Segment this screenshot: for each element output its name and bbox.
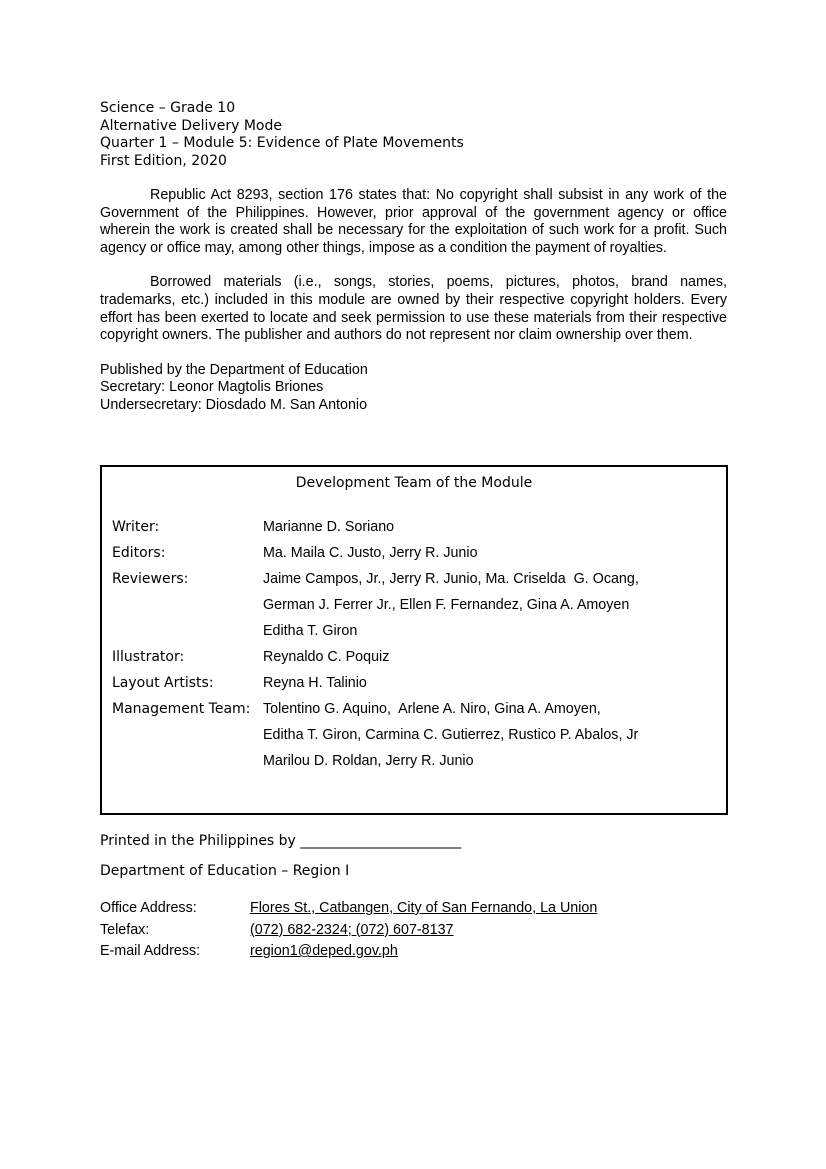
delivery-mode: Alternative Delivery Mode xyxy=(100,117,282,134)
team-role: Layout Artists: xyxy=(112,675,214,691)
telefax-label: Telefax: xyxy=(100,921,150,938)
published-by: Published by the Department of Education xyxy=(100,361,368,378)
subject-grade: Science – Grade 10 xyxy=(100,100,236,116)
office-address-label: Office Address: xyxy=(100,900,197,916)
team-names: Marianne D. Soriano xyxy=(263,519,395,535)
team-row xyxy=(112,618,712,644)
development-team-list xyxy=(112,514,712,774)
borrowed-materials-paragraph: Borrowed materials (i.e., songs, stories, poems, pictures, photos, brand names, trademarks, etc.) included in this module are owned by their respective copyright holders. Every effort has been exerted to locate and seek permission to use these materials from their respective copyright owners. The publisher and authors do not represent nor claim ownership over them. xyxy=(100,274,727,344)
deped-region: Department of Education – Region I xyxy=(100,863,350,879)
edition: First Edition, 2020 xyxy=(100,152,227,169)
email-link[interactable]: region1@deped.gov.ph xyxy=(250,943,398,959)
team-row xyxy=(112,644,712,670)
team-names: Ma. Maila C. Justo, Jerry R. Junio xyxy=(263,545,478,561)
team-role: Management Team: xyxy=(112,701,251,717)
team-row xyxy=(112,540,712,566)
team-role: Reviewers: xyxy=(112,571,189,587)
email-label: E-mail Address: xyxy=(100,943,201,959)
team-names: Jaime Campos, Jr., Jerry R. Junio, Ma. Criselda G. Ocang, xyxy=(263,571,639,587)
team-row xyxy=(112,670,712,696)
development-team-box xyxy=(100,465,728,815)
office-address-row xyxy=(100,898,597,920)
copyright-page xyxy=(100,100,727,415)
team-row xyxy=(112,566,712,592)
team-names: Editha T. Giron, Carmina C. Gutierrez, Rustico P. Abalos, Jr xyxy=(263,727,639,743)
team-names: Tolentino G. Aquino, Arlene A. Niro, Gina A. Amoyen, xyxy=(263,701,601,717)
team-row xyxy=(112,696,712,722)
secretary: Secretary: Leonor Magtolis Briones xyxy=(100,379,324,396)
module-header xyxy=(100,100,727,170)
telefax-row xyxy=(100,920,597,942)
team-names: Editha T. Giron xyxy=(263,623,358,639)
office-address-value[interactable]: Flores St., Catbangen, City of San Fernando, La Union xyxy=(250,900,598,916)
team-row xyxy=(112,592,712,618)
development-team-title: Development Team of the Module xyxy=(295,475,533,491)
telefax-value[interactable]: (072) 682-2324; (072) 607-8137 xyxy=(250,921,454,938)
printed-in-line: Printed in the Philippines by _______________________ xyxy=(100,833,462,849)
team-row xyxy=(112,514,712,540)
copyright-notice-paragraph: Republic Act 8293, section 176 states that: No copyright shall subsist in any work of the Government of the Philippines. However, prior approval of the government agency or office wherein the work is created shall be necessary for the exploitation of such work for a profit. Such agency or office may, among other things, impose as a condition the payment of royalties. xyxy=(100,187,727,256)
team-role: Writer: xyxy=(112,519,160,535)
team-names: German J. Ferrer Jr., Ellen F. Fernandez, Gina A. Amoyen xyxy=(263,597,630,613)
team-row xyxy=(112,722,712,748)
team-role: Editors: xyxy=(112,545,166,561)
module-title: Quarter 1 – Module 5: Evidence of Plate Movements xyxy=(100,135,464,151)
undersecretary: Undersecretary: Diosdado M. San Antonio xyxy=(100,396,368,413)
publisher-info xyxy=(100,362,727,415)
team-role: Illustrator: xyxy=(112,649,185,665)
email-row xyxy=(100,941,597,963)
team-names: Reyna H. Talinio xyxy=(263,675,367,691)
team-names: Reynaldo C. Poquiz xyxy=(263,649,390,665)
team-names: Marilou D. Roldan, Jerry R. Junio xyxy=(263,753,474,769)
contact-info xyxy=(100,898,597,963)
team-row xyxy=(112,748,712,774)
